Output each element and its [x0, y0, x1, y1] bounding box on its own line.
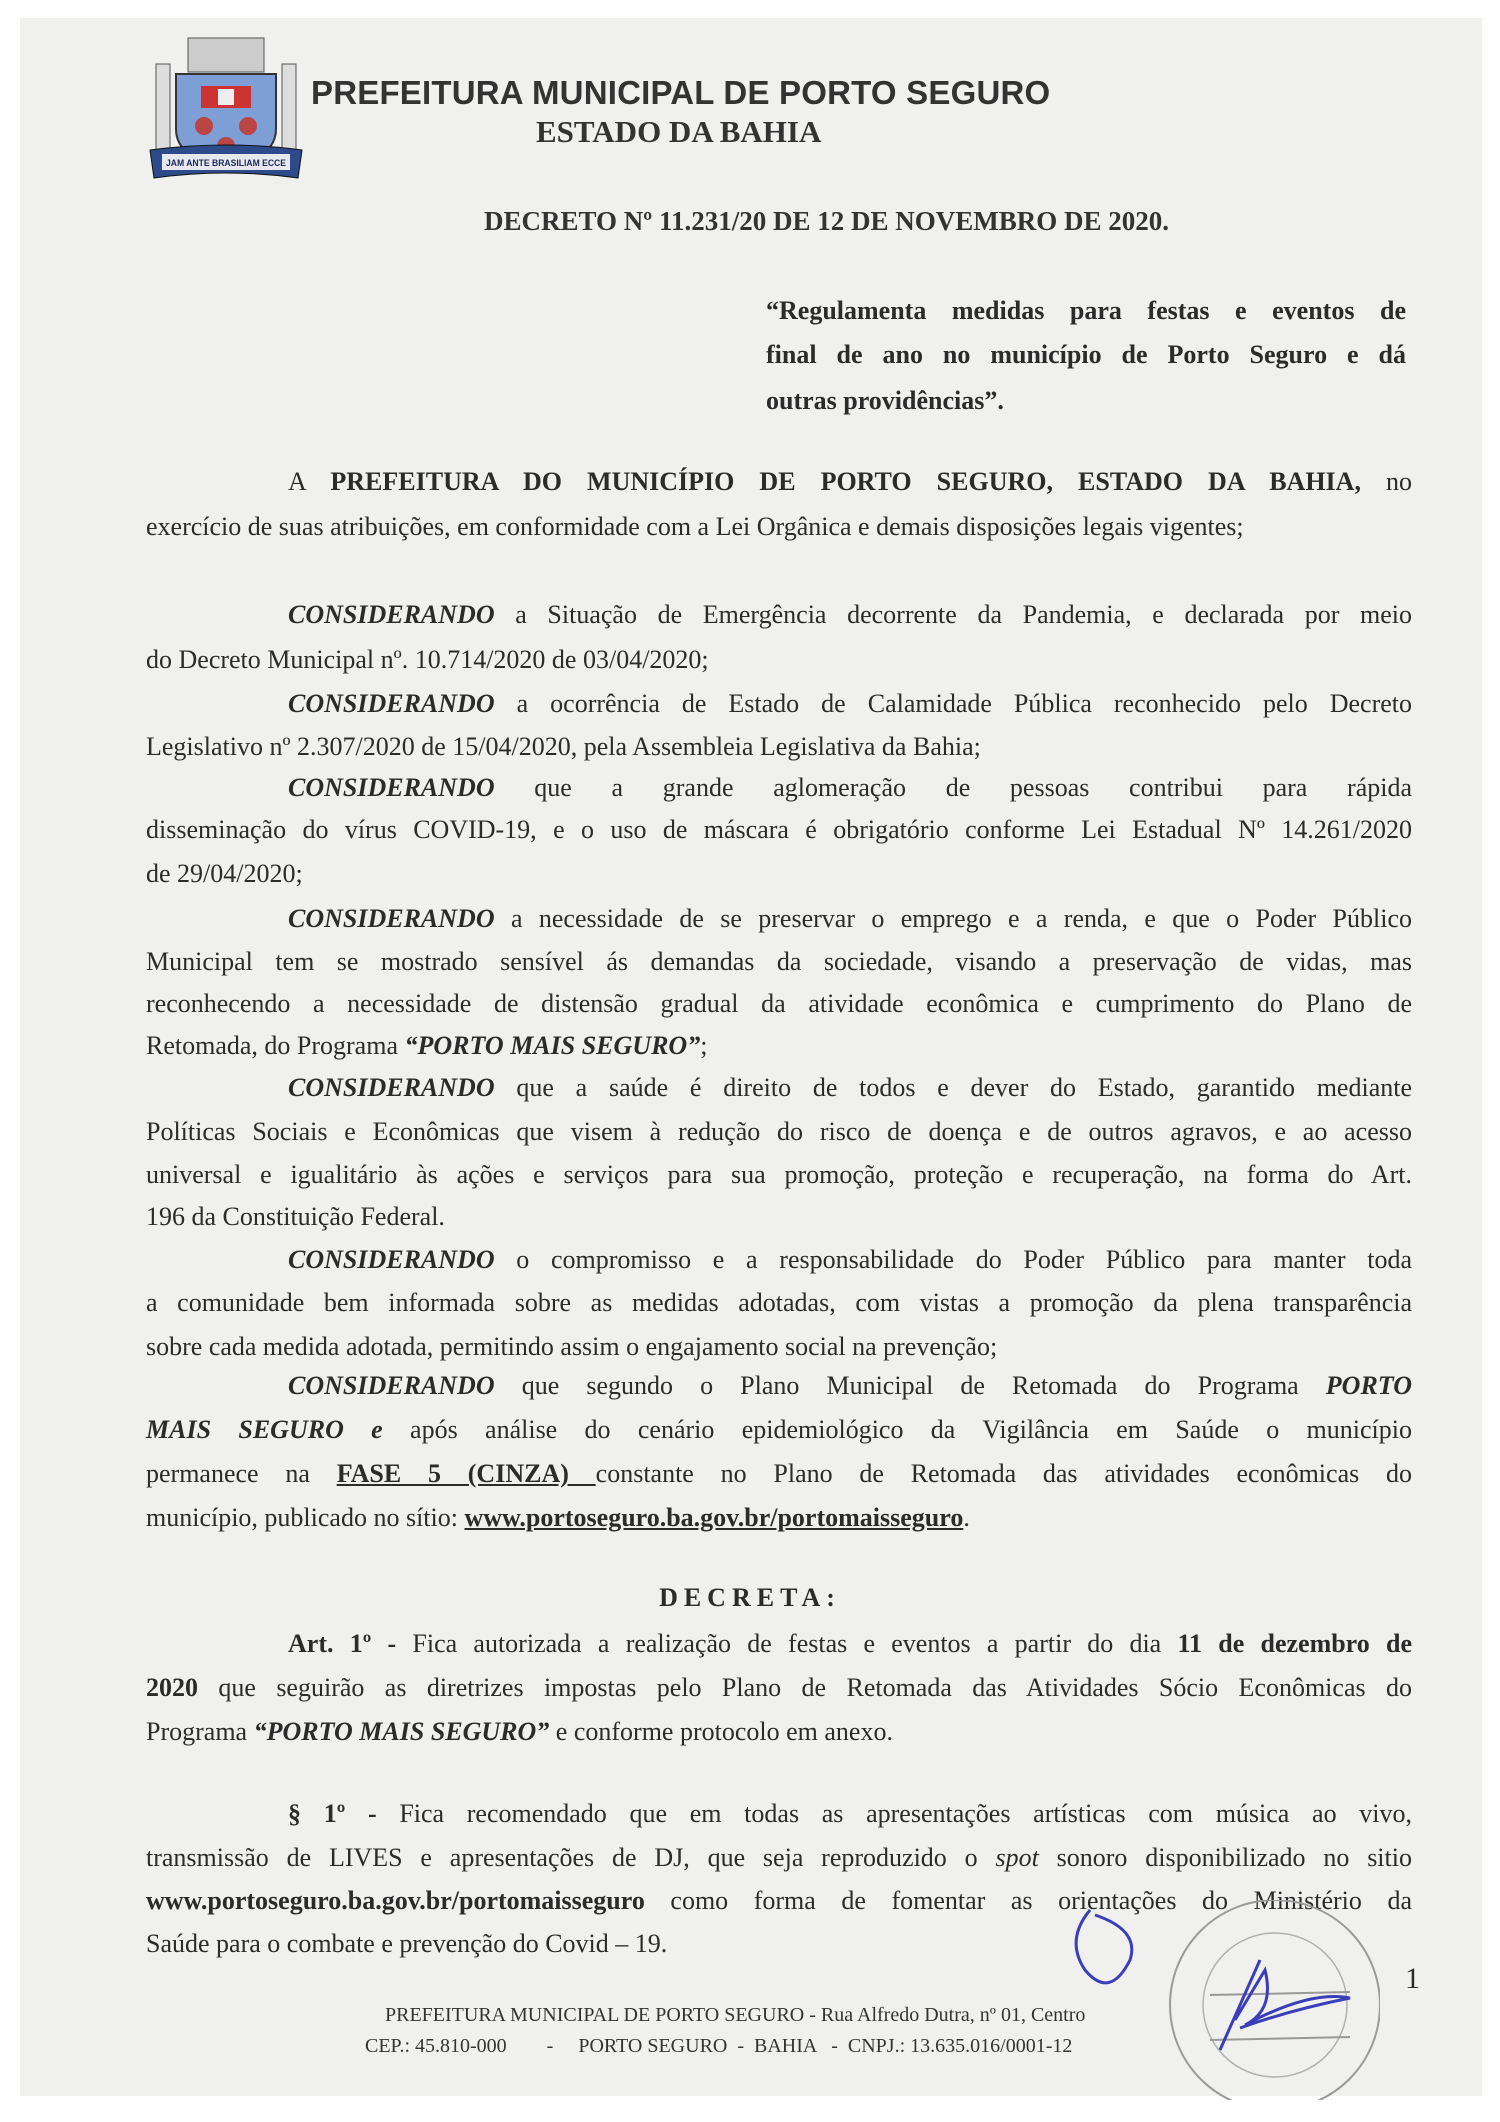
text-segment: Municipal tem se mostrado sensível ás demandas da sociedade, visando a preservação de vidas, mas	[146, 947, 1412, 976]
header-title: PREFEITURA MUNICIPAL DE PORTO SEGURO	[311, 74, 1051, 111]
text-segment: que a saúde é direito de todos e dever do Estado, garantido mediante	[494, 1073, 1412, 1102]
text-segment: CONSIDERANDO	[288, 1073, 495, 1102]
text-segment: e conforme protocolo em anexo.	[549, 1717, 893, 1746]
text-segment: FASE 5 (CINZA)	[336, 1459, 596, 1488]
paragraph-line	[288, 1368, 1412, 1404]
text-segment: CONSIDERANDO	[288, 904, 495, 933]
text-segment: disseminação do vírus COVID-19, e o uso de máscara é obrigatório conforme Lei Estadual Nº 14.261/2020	[146, 815, 1412, 844]
text-segment: Políticas Sociais e Econômicas que visem à redução do risco de doença e de outros agravos, e ao acesso	[146, 1117, 1412, 1146]
paragraph-line	[288, 1242, 1412, 1278]
paragraph-line	[146, 1500, 1412, 1536]
paragraph-line	[146, 1456, 1412, 1492]
crest-motto: JAM ANTE BRASILIAM ECCE	[166, 158, 286, 168]
text-segment: sobre cada medida adotada, permitindo assim o engajamento social na prevenção;	[146, 1332, 998, 1361]
text-segment: após análise do cenário epidemiológico da Vigilância em Saúde o município	[382, 1415, 1412, 1444]
paragraph-line	[146, 1285, 1412, 1321]
paragraph-line	[146, 509, 1412, 545]
footer-address: PREFEITURA MUNICIPAL DE PORTO SEGURO - Rua Alfredo Dutra, nº 01, Centro	[385, 2004, 1086, 2026]
text-segment: a ocorrência de Estado de Calamidade Pública reconhecido pelo Decreto	[494, 689, 1412, 718]
text-segment: Fica recomendado que em todas as apresentações artísticas com música ao vivo,	[399, 1799, 1412, 1828]
text-segment: CONSIDERANDO	[288, 1245, 495, 1274]
footer-cnpj: CEP.: 45.810-000 - PORTO SEGURO - BAHIA - CNPJ.: 13.635.016/0001-12	[365, 2035, 1073, 2057]
text-segment: “PORTO MAIS SEGURO”	[253, 1717, 550, 1746]
text-segment: a comunidade bem informada sobre as medidas adotadas, com vistas a promoção da plena transparência	[146, 1288, 1412, 1317]
text-segment: 11 de dezembro de	[1177, 1629, 1412, 1658]
paragraph-line	[146, 1028, 1412, 1064]
paragraph-line	[146, 986, 1412, 1022]
text-segment: no	[1360, 467, 1412, 496]
text-segment: universal e igualitário às ações e serviços para sua promoção, proteção e recuperação, na forma do Art.	[146, 1160, 1412, 1189]
ementa-line: outras providências”.	[766, 386, 1004, 415]
signature-and-stamp	[1060, 1900, 1380, 2100]
text-segment: que seguirão as diretrizes impostas pelo Plano de Retomada das Atividades Sócio Econômicas do	[198, 1673, 1412, 1702]
text-segment: sonoro disponibilizado no sitio	[1038, 1843, 1412, 1872]
text-segment: www.portoseguro.ba.gov.br/portomaisseguro	[146, 1886, 645, 1915]
paragraph-line	[146, 1670, 1412, 1706]
text-segment: Saúde para o combate e prevenção do Covid – 19.	[146, 1929, 668, 1958]
text-segment: Programa	[146, 1717, 254, 1746]
text-segment: que segundo o Plano Municipal de Retomada do Programa	[494, 1371, 1326, 1400]
text-segment: CONSIDERANDO	[288, 600, 495, 629]
text-segment: .	[963, 1503, 970, 1532]
text-segment: PORTO	[1325, 1371, 1412, 1400]
header-subtitle: ESTADO DA BAHIA	[536, 114, 822, 149]
paragraph-line	[288, 1796, 1412, 1832]
text-segment: “PORTO MAIS SEGURO”	[404, 1031, 701, 1060]
text-segment: do Decreto Municipal nº. 10.714/2020 de 03/04/2020;	[146, 645, 709, 674]
paragraph-line	[288, 770, 1412, 806]
paragraph-line	[146, 1840, 1412, 1876]
text-segment: § 1º -	[288, 1799, 400, 1828]
paragraph-line	[146, 1714, 1412, 1750]
paragraph-line	[146, 1157, 1412, 1193]
page-number: 1	[1405, 1962, 1420, 1995]
municipal-crest-logo	[146, 34, 306, 184]
text-segment: exercício de suas atribuições, em conformidade com a Lei Orgânica e demais disposições legais vigentes;	[146, 512, 1244, 541]
text-segment: transmissão de LIVES e apresentações de DJ, que seja reproduzido o	[146, 1843, 996, 1872]
paragraph-line	[288, 464, 1412, 500]
text-segment: constante no Plano de Retomada das atividades econômicas do	[595, 1459, 1413, 1488]
text-segment: Art. 1º -	[288, 1629, 413, 1658]
text-segment: a necessidade de se preservar o emprego e a renda, e que o Poder Público	[494, 904, 1412, 933]
paragraph-line	[146, 812, 1412, 848]
text-segment: Legislativo nº 2.307/2020 de 15/04/2020, pela Assembleia Legislativa da Bahia;	[146, 732, 981, 761]
paragraph-line	[288, 686, 1412, 722]
text-segment: CONSIDERANDO	[288, 1371, 495, 1400]
paragraph-line	[288, 597, 1412, 633]
ementa-line: final de ano no município de Porto Seguro e dá	[766, 340, 1406, 369]
ementa-line: “Regulamenta medidas para festas e eventos de	[766, 296, 1406, 325]
link-text: www.portoseguro.ba.gov.br/portomaisseguro	[464, 1503, 964, 1532]
paragraph-line	[146, 1329, 1412, 1365]
paragraph-line	[288, 1626, 1412, 1662]
paragraph-line	[146, 729, 1412, 765]
text-segment: de 29/04/2020;	[146, 859, 303, 888]
paragraph-line	[146, 1114, 1412, 1150]
text-segment: que a grande aglomeração de pessoas contribui para rápida	[494, 773, 1412, 802]
paragraph-line	[288, 1070, 1412, 1106]
text-segment: como forma de fomentar as orientações do Ministério da	[644, 1886, 1412, 1915]
paragraph-line	[146, 1199, 1412, 1235]
paragraph-line	[146, 642, 1412, 678]
text-segment: 196 da Constituição Federal.	[146, 1202, 445, 1231]
text-segment: município, publicado no sítio:	[146, 1503, 465, 1532]
text-segment: Fica autorizada a realização de festas e eventos a partir do dia	[412, 1629, 1178, 1658]
text-segment: CONSIDERANDO	[288, 689, 495, 718]
text-segment: 2020	[146, 1673, 198, 1702]
signature-icon	[1076, 1910, 1132, 1983]
paragraph-line	[146, 856, 1412, 892]
text-segment: o compromisso e a responsabilidade do Poder Público para manter toda	[494, 1245, 1412, 1274]
text-segment: CONSIDERANDO	[288, 773, 495, 802]
decreta-heading: DECRETA:	[659, 1583, 841, 1612]
paragraph-line	[146, 944, 1412, 980]
text-segment: reconhecendo a necessidade de distensão gradual da atividade econômica e cumprimento do Plano de	[146, 989, 1412, 1018]
text-segment: spot	[995, 1843, 1039, 1872]
text-segment: A	[288, 467, 331, 496]
text-segment: MAIS SEGURO	[146, 1415, 344, 1444]
text-segment: permanece na	[146, 1459, 337, 1488]
text-segment: ;	[700, 1031, 708, 1060]
stamp-icon	[1170, 1900, 1380, 2100]
text-segment: PREFEITURA DO MUNICÍPIO DE PORTO SEGURO, ESTADO DA BAHIA,	[330, 467, 1361, 496]
paragraph-line	[288, 901, 1412, 937]
text-segment: Retomada, do Programa	[146, 1031, 405, 1060]
text-segment: a Situação de Emergência decorrente da Pandemia, e declarada por meio	[494, 600, 1412, 629]
text-segment: e	[343, 1415, 383, 1444]
paragraph-line	[146, 1412, 1412, 1448]
decree-title: DECRETO Nº 11.231/20 DE 12 DE NOVEMBRO DE 2020.	[484, 206, 1169, 236]
